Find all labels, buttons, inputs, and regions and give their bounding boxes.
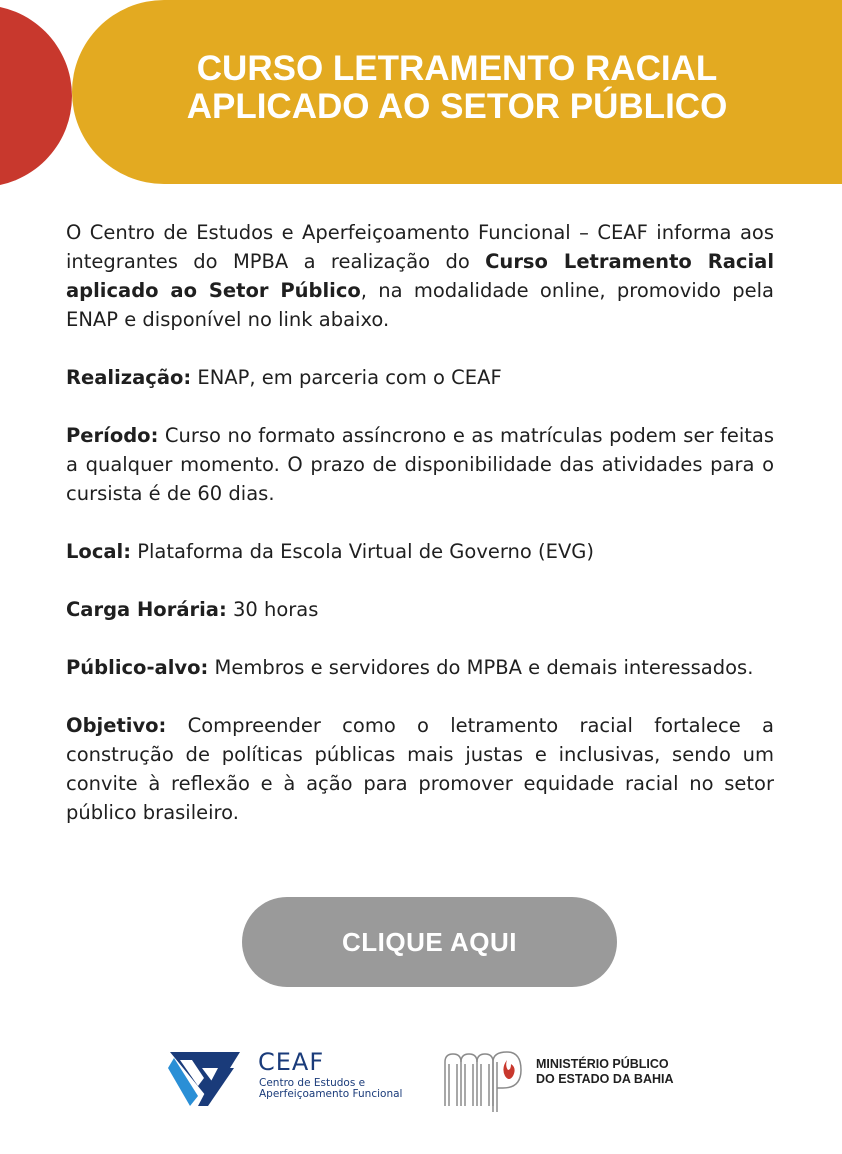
intro-text-1: O Centro de Estudos e Aperfeiçoamento Funcional – CEAF informa aos integrantes do MPBA a realização do [66,221,774,273]
mp-wordmark-line-1: MINISTÉRIO PÚBLICO [536,1057,669,1071]
mp-logo-icon [441,1048,525,1114]
publico-alvo-row [66,653,774,682]
page-title [72,50,842,126]
ceaf-subtitle [259,1078,429,1100]
title-banner [72,0,842,184]
red-circle-decoration [0,5,72,187]
intro-paragraph [66,218,774,334]
ceaf-wordmark: CEAF [258,1048,325,1076]
clique-aqui-button[interactable]: CLIQUE AQUI [242,897,617,987]
ceaf-logo-icon [168,1038,242,1108]
realizacao-row [66,363,774,392]
announcement-body [66,218,774,856]
page-title-line-1: CURSO LETRAMENTO RACIAL [196,49,718,88]
local-value: Plataforma da Escola Virtual de Governo (EVG) [131,540,595,563]
carga-horaria-label: Carga Horária: [66,598,227,621]
page-title-line-2: APLICADO AO SETOR PÚBLICO [186,87,728,126]
mp-wordmark [536,1057,696,1087]
ceaf-subtitle-line-1: Centro de Estudos e [259,1077,366,1089]
footer-logos [0,1030,842,1130]
course-name: Curso Letramento Racial aplicado ao Setor Público [66,250,774,302]
carga-horaria-row [66,595,774,624]
intro-text-2: , na modalidade online, promovido pela ENAP e disponível no link abaixo. [66,279,774,331]
ceaf-subtitle-line-2: Aperfeiçoamento Funcional [259,1088,403,1100]
periodo-label: Período: [66,424,159,447]
realizacao-value: ENAP, em parceria com o CEAF [191,366,502,389]
objetivo-value: Compreender como o letramento racial fortalece a construção de políticas públicas mais justas e inclusivas, sendo um convite à reflexão e à ação para promover equidade racial no setor público brasileiro. [66,714,774,824]
periodo-row [66,421,774,508]
carga-horaria-value: 30 horas [226,598,319,621]
objetivo-row [66,711,774,827]
publico-alvo-label: Público-alvo: [66,656,209,679]
local-label: Local: [66,540,132,563]
mp-wordmark-line-2: DO ESTADO DA BAHIA [536,1072,674,1086]
objetivo-label: Objetivo: [66,714,167,737]
publico-alvo-value: Membros e servidores do MPBA e demais interessados. [208,656,754,679]
periodo-value: Curso no formato assíncrono e as matrículas podem ser feitas a qualquer momento. O prazo de disponibilidade das atividades para o cursista é de 60 dias. [66,424,774,505]
local-row [66,537,774,566]
realizacao-label: Realização: [66,366,192,389]
